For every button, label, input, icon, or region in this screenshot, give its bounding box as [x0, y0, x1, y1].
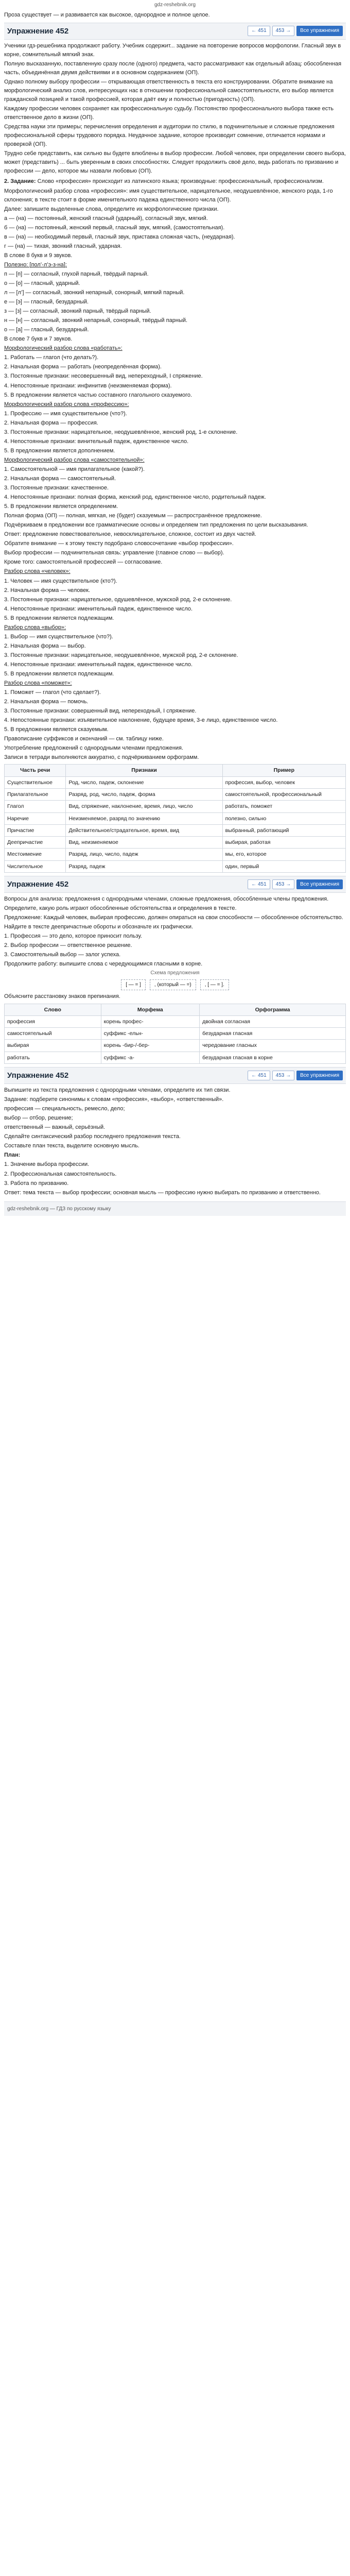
- morph-item: 4. Непостоянные признаки: винительный падеж, единственное число.: [4, 438, 189, 445]
- paragraph: Полная форма (ОП) — полная, мягкая, не (будет) сказуемым — распространённое предложение.: [4, 513, 262, 519]
- closing-answer: Ответ: тема текста — выбор профессии; основная мысль — профессию нужно выбирать по призванию и ответственно.: [4, 1189, 321, 1196]
- morph-item: 3. Постоянные признаки: нарицательное, одушевлённое, мужской род, 2-е склонение.: [4, 596, 232, 603]
- table-cell: безударная гласная: [200, 1028, 346, 1040]
- paragraph: Предложение: Каждый человек, выбирая профессию, должен опираться на свои способности — обособленное обстоятельство.: [4, 914, 343, 921]
- morph-item: 4. Непостоянные признаки: инфинитив (неизменяемая форма).: [4, 382, 172, 389]
- table-cell: Разряд, род, число, падеж, форма: [66, 788, 222, 800]
- phonetic-line: а — (на) — постоянный, женский гласный (ударный), согласный звук, мягкий.: [4, 215, 208, 222]
- morph-item: 2. Начальная форма — профессия.: [4, 419, 98, 426]
- table-header-cell: Часть речи: [5, 765, 66, 776]
- site-link[interactable]: gdz-reshebnik.org: [154, 2, 196, 8]
- table-cell: двойная согласная: [200, 1015, 346, 1027]
- phonetic-line: о — [о] — гласный, ударный.: [4, 280, 80, 287]
- morph-item: 5. В предложении является определением.: [4, 503, 118, 510]
- table-row: [5, 1052, 346, 1063]
- table-row: [5, 1028, 346, 1040]
- table-header-cell: Орфограмма: [200, 1004, 346, 1015]
- morph-item: 2. Начальная форма — человек.: [4, 587, 91, 594]
- summary-line: В слове 8 букв и 9 звуков.: [4, 252, 73, 259]
- table-cell: полезно, сильно: [222, 812, 345, 824]
- page: [0, 0, 350, 1216]
- prev-button[interactable]: ← 451: [248, 879, 270, 890]
- paragraph: Каждому профессии человек сохраняет как профессиональную судьбу. Постоянство профессионального выбора также есть ответственное дело в жизни (ОП).: [4, 106, 334, 121]
- answer-line: [4, 177, 346, 186]
- sentence-diagram: [4, 979, 346, 991]
- table-cell: Деепричастие: [5, 837, 66, 849]
- table-header-cell: Морфема: [101, 1004, 199, 1015]
- morph-item: 3. Постоянные признаки: нарицательное, неодушевлённое, женский род, 1-е склонение.: [4, 429, 238, 435]
- paragraph: Правописание суффиксов и окончаний — см. таблицу ниже.: [4, 736, 164, 742]
- table-cell: Разряд, лицо, число, падеж: [66, 849, 222, 860]
- morph-item: 2. Начальная форма — выбор.: [4, 642, 86, 649]
- table-cell: Местоимение: [5, 849, 66, 860]
- paragraph: Продолжите работу: выпишите слова с чередующимися гласными в корне.: [4, 961, 203, 968]
- morph-item: 3. Постоянные признаки: качественное.: [4, 485, 109, 492]
- phonetic-line: в — (на) — необходимый первый, гласный звук, приставка сложная часть, (неударная).: [4, 233, 235, 240]
- diagram-caption: Схема предложения: [150, 970, 200, 976]
- summary-line: В слове 7 букв и 7 звуков.: [4, 336, 73, 343]
- table-cell: выбирая: [5, 1040, 101, 1052]
- paragraph: Ответ: предложение повествовательное, невосклицательное, сложное, состоит из двух частей.: [4, 531, 256, 538]
- table-cell: чередование гласных: [200, 1040, 346, 1052]
- paragraph: Употребление предложений с однородными членами предложения.: [4, 745, 184, 752]
- table-row: [5, 1040, 346, 1052]
- paragraph: Кроме того: самостоятельной профессией — согласование.: [4, 559, 163, 566]
- paragraph: Записи в тетради выполняются аккуратно, с подчёркиванием орфограмм.: [4, 754, 199, 761]
- paragraph: Однако полному выбору профессии — открывающая ответственность в текста его конструировании. Обратите внимание на морфологический анализ слов, интересующих нас в отношении профессиональной самостоятельности, его выбор является гражданской позицией и такой профессией, которая даёт ему и полностью (пригодность) (ОП).: [4, 78, 334, 103]
- table-cell: безударная гласная в корне: [200, 1052, 346, 1063]
- morph-item: 5. В предложении является подлежащим.: [4, 615, 114, 621]
- answer-item: 1. Профессия — это дело, которое приносит пользу.: [4, 933, 142, 940]
- morph-item: 1. Поможет — глагол (что сделает?).: [4, 689, 101, 696]
- next-button[interactable]: 453 →: [272, 879, 294, 890]
- plan-title: План:: [4, 1152, 21, 1159]
- section-heading: Морфологический разбор слова «работать»:: [4, 345, 122, 352]
- paragraph: Задание: подберите синонимы к словам «профессия», «выбор», «ответственный».: [4, 1096, 224, 1103]
- table-row: [5, 837, 346, 849]
- morph-item: 5. В предложении является дополнением.: [4, 447, 115, 454]
- table-cell: Существительное: [5, 776, 66, 788]
- exercise-header: [4, 876, 346, 893]
- table-row: [5, 860, 346, 872]
- morph-item: 3. Постоянные признаки: несовершенный вид, непереходный, I спряжение.: [4, 373, 203, 380]
- table-cell: Числительное: [5, 860, 66, 872]
- table-cell: мы, его, которое: [222, 849, 345, 860]
- paragraph: Подчёркиваем в предложении все грамматические основы и определяем тип предложения по цели высказывания.: [4, 522, 308, 529]
- morph-item: 4. Непостоянные признаки: именительный падеж, единственное число.: [4, 661, 193, 668]
- table-cell: Причастие: [5, 824, 66, 836]
- table-row: [5, 801, 346, 812]
- plan-item: 3. Работа по призванию.: [4, 1180, 69, 1187]
- paragraph: Выбор профессии — подчинительная связь: управление (главное слово — выбор).: [4, 550, 224, 556]
- phonetic-line: б — (на) — постоянный, женский первый, гласный звук, мягкий, (самостоятельная).: [4, 224, 225, 231]
- table-cell: корень профес-: [101, 1015, 199, 1027]
- footer: gdz-reshebnik.org — ГДЗ по русскому языку: [4, 1201, 346, 1216]
- phonetic-line: н — [н] — согласный, звонкий непарный, сонорный, твёрдый парный.: [4, 317, 188, 324]
- table-cell: суффикс -а-: [101, 1052, 199, 1063]
- exercise-title: Упражнение 452: [7, 1071, 69, 1080]
- intro-text: Проза существует — и развивается как высокое, однородное и полное целое.: [4, 11, 210, 18]
- table-cell: профессия, выбор, человек: [222, 776, 345, 788]
- table-row: [5, 849, 346, 860]
- table-cell: работать, поможет: [222, 801, 345, 812]
- answer-text: Слово «профессия» происходит из латинского языка; производные: профессиональный, профессионализм.: [37, 178, 324, 184]
- table-cell: Действительное/страдательное, время, вид: [66, 824, 222, 836]
- table-cell: Наречие: [5, 812, 66, 824]
- morph-item: 4. Непостоянные признаки: изъявительное наклонение, будущее время, 3-е лицо, единственное число.: [4, 717, 278, 724]
- exercise-nav: [248, 1071, 343, 1081]
- section-heading: Полезно: [пол’-л’э-з-на]:: [4, 261, 67, 268]
- phonetic-line: о — [а] — гласный, безударный.: [4, 327, 89, 333]
- table-cell: корень -бир-/-бер-: [101, 1040, 199, 1052]
- paragraph: Выпишите из текста предложения с однородными членами, определите их тип связи.: [4, 1087, 231, 1094]
- table-cell: суффикс -ельн-: [101, 1028, 199, 1040]
- plan-item: 2. Профессиональная самостоятельность.: [4, 1171, 117, 1177]
- paragraph: Морфологический разбор слова «профессия»: имя существительное, нарицательное, неодушевлённое, женского рода, 1-го склонения; в тексте стоит в форме именительного падежа единственного числа (ОП).: [4, 188, 333, 203]
- morph-item: 1. Работать — глагол (что делать?).: [4, 354, 99, 361]
- next-button[interactable]: 453 →: [272, 26, 294, 36]
- section-heading: Разбор слова «выбор»:: [4, 624, 66, 631]
- table-cell: Род, число, падеж, склонение: [66, 776, 222, 788]
- exercise-title: Упражнение 452: [7, 26, 69, 36]
- table-row: [5, 812, 346, 824]
- paragraph: Далее: запишите выделенные слова, определите их морфологические признаки.: [4, 206, 219, 212]
- exercise-header: [4, 23, 346, 40]
- table-cell: Вид, неизменяемое: [66, 837, 222, 849]
- table-header-row: [5, 765, 346, 776]
- exercise-nav: [248, 26, 343, 36]
- morph-item: 1. Самостоятельной — имя прилагательное (какой?).: [4, 466, 145, 472]
- table-cell: Разряд, падеж: [66, 860, 222, 872]
- answer-item: 2. Выбор профессии — ответственное решение.: [4, 942, 132, 949]
- morph-item: 5. В предложении является подлежащим.: [4, 670, 114, 677]
- paragraph: Составьте план текста, выделите основную мысль.: [4, 1143, 139, 1149]
- diagram-part: [ — = ]: [121, 979, 146, 991]
- answer-item: 3. Самостоятельный выбор — залог успеха.: [4, 952, 121, 958]
- orthography-table: [4, 1004, 346, 1064]
- table-cell: работать: [5, 1052, 101, 1063]
- diagram-part: , (который — =): [150, 979, 196, 991]
- table-row: [5, 824, 346, 836]
- phonetic-line: г — (на) — тихая, звонкий гласный, ударная.: [4, 243, 122, 249]
- paragraph: Средства науки эти примеры; перечисления определения и аудитории по стилю, в подчинительные и сложные предложения профессиональной сферы трудового порядка. Неудачное задание, которое производит сомнение, отличается нормами и проверкой (ОП).: [4, 124, 335, 148]
- morph-item: 2. Начальная форма — помочь.: [4, 699, 89, 705]
- morph-item: 4. Непостоянные признаки: полная форма, женский род, единственное число, родительный падеж.: [4, 494, 266, 501]
- all-exercises-button[interactable]: Все упражнения: [296, 879, 343, 890]
- morph-item: 3. Постоянные признаки: нарицательное, неодушевлённое, мужской род, 2-е склонение.: [4, 652, 238, 658]
- exercise-nav: [248, 879, 343, 890]
- paragraph: Сделайте синтаксический разбор последнего предложения текста.: [4, 1133, 181, 1140]
- table-cell: Глагол: [5, 801, 66, 812]
- table-header-cell: Признаки: [66, 765, 222, 776]
- next-button[interactable]: 453 →: [272, 1071, 294, 1081]
- paragraph: Ученики гдз-решебника продолжают работу. Учебник содержит... задание на повторение вопросов морфологии. Гласный звук в корне, сомнительный мягкий знак.: [4, 42, 341, 58]
- synonym-line: выбор — отбор, решение;: [4, 1115, 73, 1122]
- all-exercises-button[interactable]: Все упражнения: [296, 1071, 343, 1081]
- table-cell: Прилагательное: [5, 788, 66, 800]
- table-cell: профессия: [5, 1015, 101, 1027]
- table-row: [5, 788, 346, 800]
- morph-item: 1. Выбор — имя существительное (что?).: [4, 633, 113, 640]
- plan-item: 1. Значение выбора профессии.: [4, 1161, 90, 1168]
- prev-button[interactable]: ← 451: [248, 26, 270, 36]
- exercise-title: Упражнение 452: [7, 879, 69, 889]
- table-cell: Вид, спряжение, наклонение, время, лицо, число: [66, 801, 222, 812]
- section-heading: Морфологический разбор слова «самостоятельной»:: [4, 456, 145, 463]
- paragraph: Вопросы для анализа: предложения с однородными членами, сложные предложения, обособленные члены предложения.: [4, 896, 329, 903]
- synonym-line: профессия — специальность, ремесло, дело;: [4, 1106, 125, 1112]
- table-header-cell: Пример: [222, 765, 345, 776]
- paragraph: Объясните расстановку знаков препинания.: [4, 993, 120, 1000]
- table-row: [5, 1015, 346, 1027]
- morph-item: 1. Человек — имя существительное (кто?).: [4, 578, 117, 584]
- table-cell: один, первый: [222, 860, 345, 872]
- table-header-cell: Слово: [5, 1004, 101, 1015]
- phonetic-line: з — [з] — согласный, звонкий парный, твёрдый парный.: [4, 308, 151, 315]
- all-exercises-button[interactable]: Все упражнения: [296, 26, 343, 36]
- table-cell: выбирая, работая: [222, 837, 345, 849]
- phonetic-line: л — [л’] — согласный, звонкий непарный, сонорный, мягкий парный.: [4, 290, 185, 296]
- answer-label: 2. Задание:: [4, 178, 36, 184]
- morph-item: 2. Начальная форма — самостоятельный.: [4, 476, 116, 482]
- table-cell: самостоятельной, профессиональный: [222, 788, 345, 800]
- morph-item: 3. Постоянные признаки: совершенный вид, непереходный, I спряжение.: [4, 708, 197, 715]
- morph-item: 4. Непостоянные признаки: именительный падеж, единственное число.: [4, 605, 193, 612]
- morphology-table: [4, 764, 346, 872]
- synonym-line: ответственный — важный, серьёзный.: [4, 1124, 106, 1131]
- paragraph: Обратите внимание — к этому тексту подобрано словосочетание «выбор профессии».: [4, 540, 234, 547]
- morph-item: 2. Начальная форма — работать (неопределённая форма).: [4, 364, 162, 370]
- morph-item: 5. В предложении является частью составного глагольного сказуемого.: [4, 392, 192, 398]
- paragraph: Определите, какую роль играют обособленные обстоятельства и определения в тексте.: [4, 905, 237, 912]
- phonetic-line: е — [э] — гласный, безударный.: [4, 299, 89, 306]
- table-cell: Неизменяемое, разряд по значению: [66, 812, 222, 824]
- section-heading: Разбор слова «человек»:: [4, 568, 71, 575]
- section-heading: Морфологический разбор слова «профессию»:: [4, 401, 129, 408]
- section-heading: Разбор слова «поможет»:: [4, 680, 72, 687]
- paragraph: Найдите в тексте деепричастные обороты и обозначьте их графически.: [4, 924, 194, 930]
- table-row: [5, 776, 346, 788]
- table-cell: выбранный, работающий: [222, 824, 345, 836]
- table-cell: самостоятельный: [5, 1028, 101, 1040]
- morph-item: 5. В предложении является сказуемым.: [4, 726, 109, 733]
- prev-button[interactable]: ← 451: [248, 1071, 270, 1081]
- phonetic-line: п — [п] — согласный, глухой парный, твёрдый парный.: [4, 270, 149, 277]
- diagram-part: , [ — = ].: [200, 979, 229, 991]
- paragraph: Полную высказанную, поставленную сразу после (одного) предмета, часто рассматривают как отдельный абзац: обособленная часть, объединённая двумя действиями и в основном содержанием (ОП).: [4, 60, 342, 76]
- exercise-header: [4, 1067, 346, 1084]
- morph-item: 1. Профессию — имя существительное (что?).: [4, 410, 127, 417]
- paragraph: Трудно себе представить, как сильно вы будете влюблены в выбор профессии. Любой человек, при определении своего выбора, может (представить) ... быть уверенным в своих способностях. Следует продолжить своё дело, ведь работать по призванию и профессии — дело, которое мы назвали любовью (ОП).: [4, 150, 346, 175]
- table-header-row: [5, 1004, 346, 1015]
